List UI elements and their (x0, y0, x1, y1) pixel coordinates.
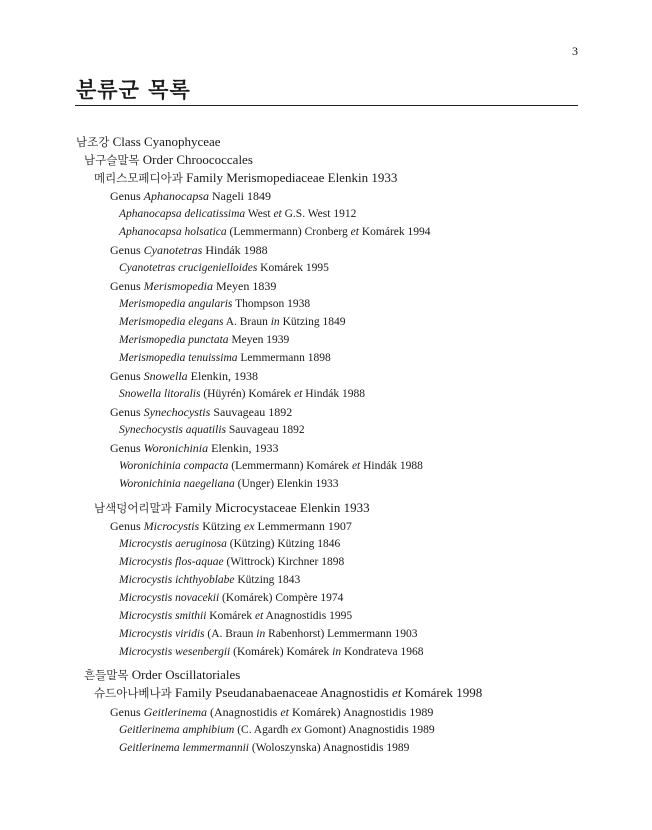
entry-text: (Wittrock) Kirchner 1898 (223, 556, 345, 568)
species-entry (119, 644, 423, 660)
entry-text: Lemmermann 1898 (237, 352, 331, 364)
italic-name: Microcystis wesenbergii (119, 646, 231, 658)
species-entry (119, 554, 344, 570)
korean-name: 남조강 (76, 135, 110, 149)
species-entry (119, 314, 346, 330)
order-entry (84, 667, 240, 683)
italic-name: Synechocystis aquatilis (119, 424, 226, 436)
entry-text: Genus (110, 369, 144, 383)
entry-text: Nageli 1849 (209, 189, 271, 203)
italic-name: in (256, 628, 266, 640)
italic-name: et (350, 226, 359, 238)
entry-text: Kondrateva 1968 (341, 646, 424, 658)
italic-name: Woronichinia compacta (119, 460, 229, 472)
italic-name: et (273, 208, 282, 220)
italic-name: Synechocystis (143, 405, 211, 419)
species-entry (119, 332, 289, 348)
italic-name: Woronichinia (143, 441, 209, 455)
italic-name: Microcystis ichthyoblabe (119, 574, 235, 586)
italic-name: Aphanocapsa (143, 189, 209, 203)
species-entry (119, 476, 339, 492)
entry-text: Rabenhorst) Lemmermann 1903 (265, 628, 418, 640)
italic-name: Merismopedia punctata (119, 334, 229, 346)
entry-text: Kützing 1843 (234, 574, 301, 586)
entry-text: (Komárek) Compère 1974 (219, 592, 344, 604)
italic-name: Geitlerinema amphibium (119, 724, 235, 736)
genus-entry (110, 518, 352, 534)
korean-name: 남구슬말목 (84, 153, 140, 167)
species-entry (119, 350, 331, 366)
entry-text: Elenkin, 1933 (208, 441, 279, 455)
genus-entry (110, 704, 433, 720)
entry-text: Family Microcystaceae Elenkin 1933 (171, 500, 370, 515)
entry-text: Order Oscillatoriales (128, 667, 241, 682)
italic-name: Microcystis novacekii (119, 592, 220, 604)
italic-name: in (332, 646, 342, 658)
genus-entry (110, 242, 268, 258)
italic-name: Microcystis viridis (119, 628, 205, 640)
entry-text: Gomont) Anagnostidis 1989 (301, 724, 435, 736)
species-entry (119, 386, 365, 402)
italic-name: Microcystis aeruginosa (119, 538, 227, 550)
italic-name: Merismopedia tenuissima (119, 352, 238, 364)
entry-text: (Hüyrén) Komárek (200, 388, 295, 400)
entry-text: Komárek 1998 (401, 685, 483, 700)
italic-name: et (351, 460, 361, 472)
entry-text: Komárek) Anagnostidis 1989 (289, 705, 434, 719)
entry-text: (A. Braun (204, 628, 257, 640)
entry-text: Genus (110, 441, 144, 455)
italic-name: Aphanocapsa holsatica (119, 226, 227, 238)
entry-text: Komárek 1995 (257, 262, 329, 274)
entry-text: Genus (110, 243, 144, 257)
entry-text: Sauvageau 1892 (226, 424, 305, 436)
italic-name: et (254, 610, 264, 622)
italic-name: Merismopedia (143, 279, 213, 293)
italic-name: et (294, 388, 303, 400)
entry-text: Meyen 1839 (213, 279, 277, 293)
italic-name: et (392, 685, 402, 700)
entry-text: Hindák 1988 (302, 388, 365, 400)
korean-name: 슈드아나베나과 (94, 686, 172, 700)
entry-text: Komárek 1994 (358, 226, 431, 238)
italic-name: Microcystis (143, 519, 200, 533)
italic-name: Snowella (143, 369, 188, 383)
italic-name: Cyanotetras (143, 243, 203, 257)
entry-text: Class Cyanophyceae (109, 134, 221, 149)
species-entry (119, 458, 423, 474)
entry-text: Hindák 1988 (360, 460, 423, 472)
italic-name: Merismopedia angularis (119, 298, 233, 310)
italic-name: Aphanocapsa delicatissima (119, 208, 246, 220)
species-entry (119, 626, 418, 642)
italic-name: Geitlerinema lemmermannii (119, 742, 249, 754)
species-entry (119, 206, 356, 222)
species-entry (119, 572, 300, 588)
italic-name: Snowella litoralis (119, 388, 201, 400)
species-entry (119, 260, 329, 276)
species-entry (119, 722, 435, 738)
entry-text: Hindák 1988 (202, 243, 268, 257)
entry-text: A. Braun (223, 316, 271, 328)
class-entry (76, 134, 221, 150)
entry-text: Anagnostidis 1995 (263, 610, 353, 622)
entry-text: (Unger) Elenkin 1933 (234, 478, 339, 490)
genus-entry (110, 440, 278, 456)
species-entry (119, 590, 343, 606)
italic-name: Geitlerinema (143, 705, 207, 719)
entry-text: (Komárek) Komárek (230, 646, 333, 658)
entry-text: West (245, 208, 274, 220)
entry-text: G.S. West 1912 (281, 208, 357, 220)
italic-name: ex (243, 519, 255, 533)
species-entry (119, 608, 352, 624)
page-number: 3 (572, 44, 578, 58)
entry-text: Genus (110, 705, 144, 719)
entry-text: Family Pseudanabaenaceae Anagnostidis (171, 685, 392, 700)
italic-name: et (280, 705, 290, 719)
page-title: 분류군 목록 (76, 78, 191, 102)
italic-name: Cyanotetras crucigenielloides (119, 262, 258, 274)
entry-text: Genus (110, 519, 144, 533)
species-entry (119, 536, 340, 552)
order-entry (84, 152, 253, 168)
entry-text: Sauvageau 1892 (210, 405, 293, 419)
entry-text: Order Chroococcales (139, 152, 253, 167)
entry-text: Genus (110, 279, 144, 293)
genus-entry (110, 404, 292, 420)
species-entry (119, 296, 310, 312)
entry-text: Thompson 1938 (232, 298, 311, 310)
entry-text: (Anagnostidis (207, 705, 281, 719)
italic-name: Microcystis flos-aquae (119, 556, 224, 568)
entry-text: Kützing 1849 (279, 316, 346, 328)
genus-entry (110, 368, 258, 384)
entry-text: Family Merismopediaceae Elenkin 1933 (182, 170, 398, 185)
entry-text: (C. Agardh (234, 724, 292, 736)
entry-text: (Lemmermann) Komárek (228, 460, 352, 472)
korean-name: 흔들말목 (84, 668, 129, 682)
entry-text: Lemmermann 1907 (254, 519, 352, 533)
italic-name: Merismopedia elegans (119, 316, 224, 328)
family-entry (94, 170, 397, 186)
entry-text: (Woloszynska) Anagnostidis 1989 (249, 742, 410, 754)
korean-name: 남색덩어리말과 (94, 501, 172, 515)
italic-name: Microcystis smithii (119, 610, 207, 622)
italic-name: ex (291, 724, 302, 736)
entry-text: Meyen 1939 (228, 334, 290, 346)
family-entry (94, 685, 482, 701)
italic-name: Woronichinia naegeliana (119, 478, 235, 490)
entry-text: (Kützing) Kützing 1846 (226, 538, 341, 550)
entry-text: Genus (110, 189, 144, 203)
entry-text: (Lemmermann) Cronberg (226, 226, 351, 238)
korean-name: 메리스모페디아과 (94, 171, 183, 185)
italic-name: in (270, 316, 280, 328)
family-entry (94, 500, 370, 516)
species-entry (119, 224, 431, 240)
species-entry (119, 422, 305, 438)
species-entry (119, 740, 409, 756)
entry-text: Genus (110, 405, 144, 419)
genus-entry (110, 278, 276, 294)
entry-text: Elenkin, 1938 (187, 369, 258, 383)
genus-entry (110, 188, 271, 204)
entry-text: Komárek (206, 610, 255, 622)
entry-text: Kützing (199, 519, 244, 533)
